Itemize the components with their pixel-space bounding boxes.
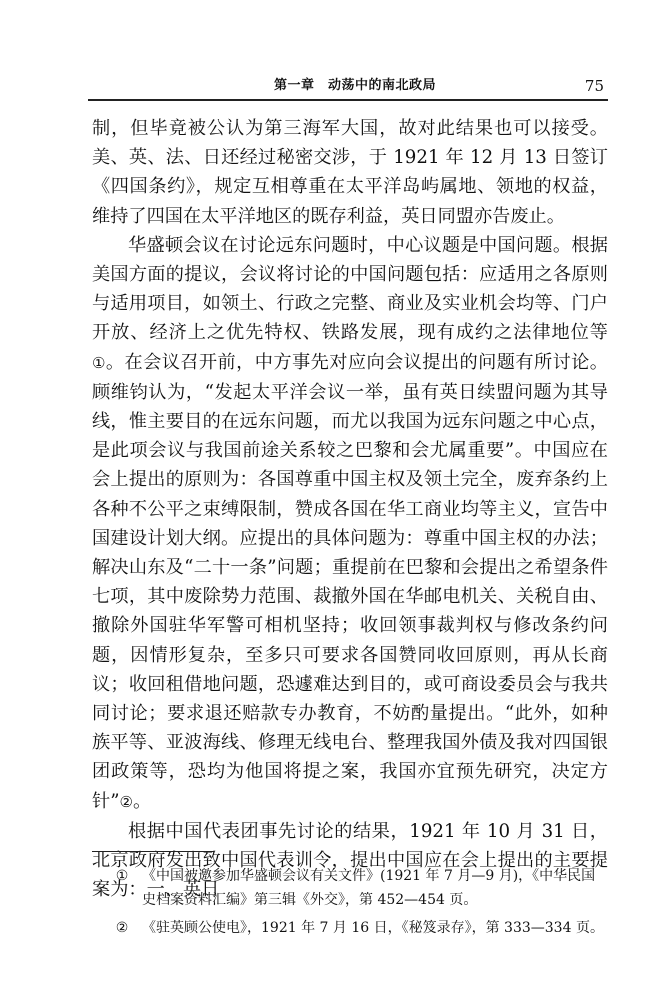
footnote-text-1: 《中国被邀参加华盛顿会议有关文件》(1921 年 7 月—9 月)，《中华民国史档案资料汇编》第三辑《外交》，第 452—454 页。: [142, 868, 596, 908]
footnote-reference-1[interactable]: ①: [92, 353, 106, 372]
footnote-1: [112, 864, 608, 912]
footnote-2: [112, 916, 608, 940]
footnote-reference-2[interactable]: ②: [119, 792, 133, 811]
paragraph-2: [92, 231, 608, 817]
paragraph-1: 制，但毕竟被公认为第三海军大国，故对此结果也可以接受。美、英、法、日还经过秘密交涉，于 1921 年 12 月 13 日签订《四国条约》，规定互相尊重在太平洋岛屿属地、领地的权益，维持了四国在太平洋地区的既存利益，英日同盟亦告废止。: [92, 118, 608, 227]
paragraph-2-part-a: 华盛顿会议在讨论远东问题时，中心议题是中国问题。根据美国方面的提议，会议将讨论的中国问题包括：应适用之各原则与适用项目，如领土、行政之完整、商业及实业机会均等、门户开放、经济上之优先特权、铁路发展，现有成约之法律地位等: [92, 234, 608, 344]
paragraph-2-part-c: 。: [132, 790, 152, 812]
footnote-mark-1: ①: [115, 868, 129, 884]
footnote-text-2: 《驻英顾公使电》，1921 年 7 月 16 日，《秘笈录存》，第 333—334 页。: [142, 920, 604, 936]
chapter-title: 第一章 动荡中的南北政局: [274, 78, 437, 93]
header-rule: [88, 99, 608, 101]
body-text: [92, 114, 608, 904]
footnote-mark-2: ②: [115, 920, 129, 936]
paragraph-2-part-b: 。在会议召开前，中方事先对应向会议提出的问题有所讨论。顾维钧认为，“发起太平洋会议一举，虽有英日续盟问题为其导线，惟主要目的在远东问题，而尤以我国为远东问题之中心点，是此项会议与我国前途关系较之巴黎和会尤属重要”。中国应在会上提出的原则为：各国尊重中国主权及领土完全，废弃条约上各种不公平之束缚限制，赞成各国在华工商业均等主义，宣告中国建设计划大纲。应提出的具体问题为：尊重中国主权的办法；解决山东及“二十一条”问题；重提前在巴黎和会提出之希望条件七项，其中废除势力范围、裁撤外国在华邮电机关、关税自由、撤除外国驻华军警可相机坚持；收回领事裁判权与修改条约问题，因情形复杂，至多只可要求各国赞同收回原则，再从长商议；收回租借地问题，恐遽难达到目的，或可商设委员会与我共同讨论；要求退还赔款专办教育，不妨酌量提出。“此外，如种族平等、亚波海线、修理无线电台、整理我国外债及我对四国银团政策等，恐均为他国将提之案，我国亦宜预先研究，决定方针”: [92, 351, 608, 812]
running-head: [88, 76, 608, 96]
paragraph-3: 根据中国代表团事先讨论的结果，1921 年 10 月 31 日，北京政府发出致中国代表训令，提出中国应在会上提出的主要提案为：一、英日: [92, 820, 608, 901]
page-number: 75: [584, 77, 604, 95]
footnote-separator: [92, 851, 214, 852]
footnotes: [112, 864, 608, 944]
